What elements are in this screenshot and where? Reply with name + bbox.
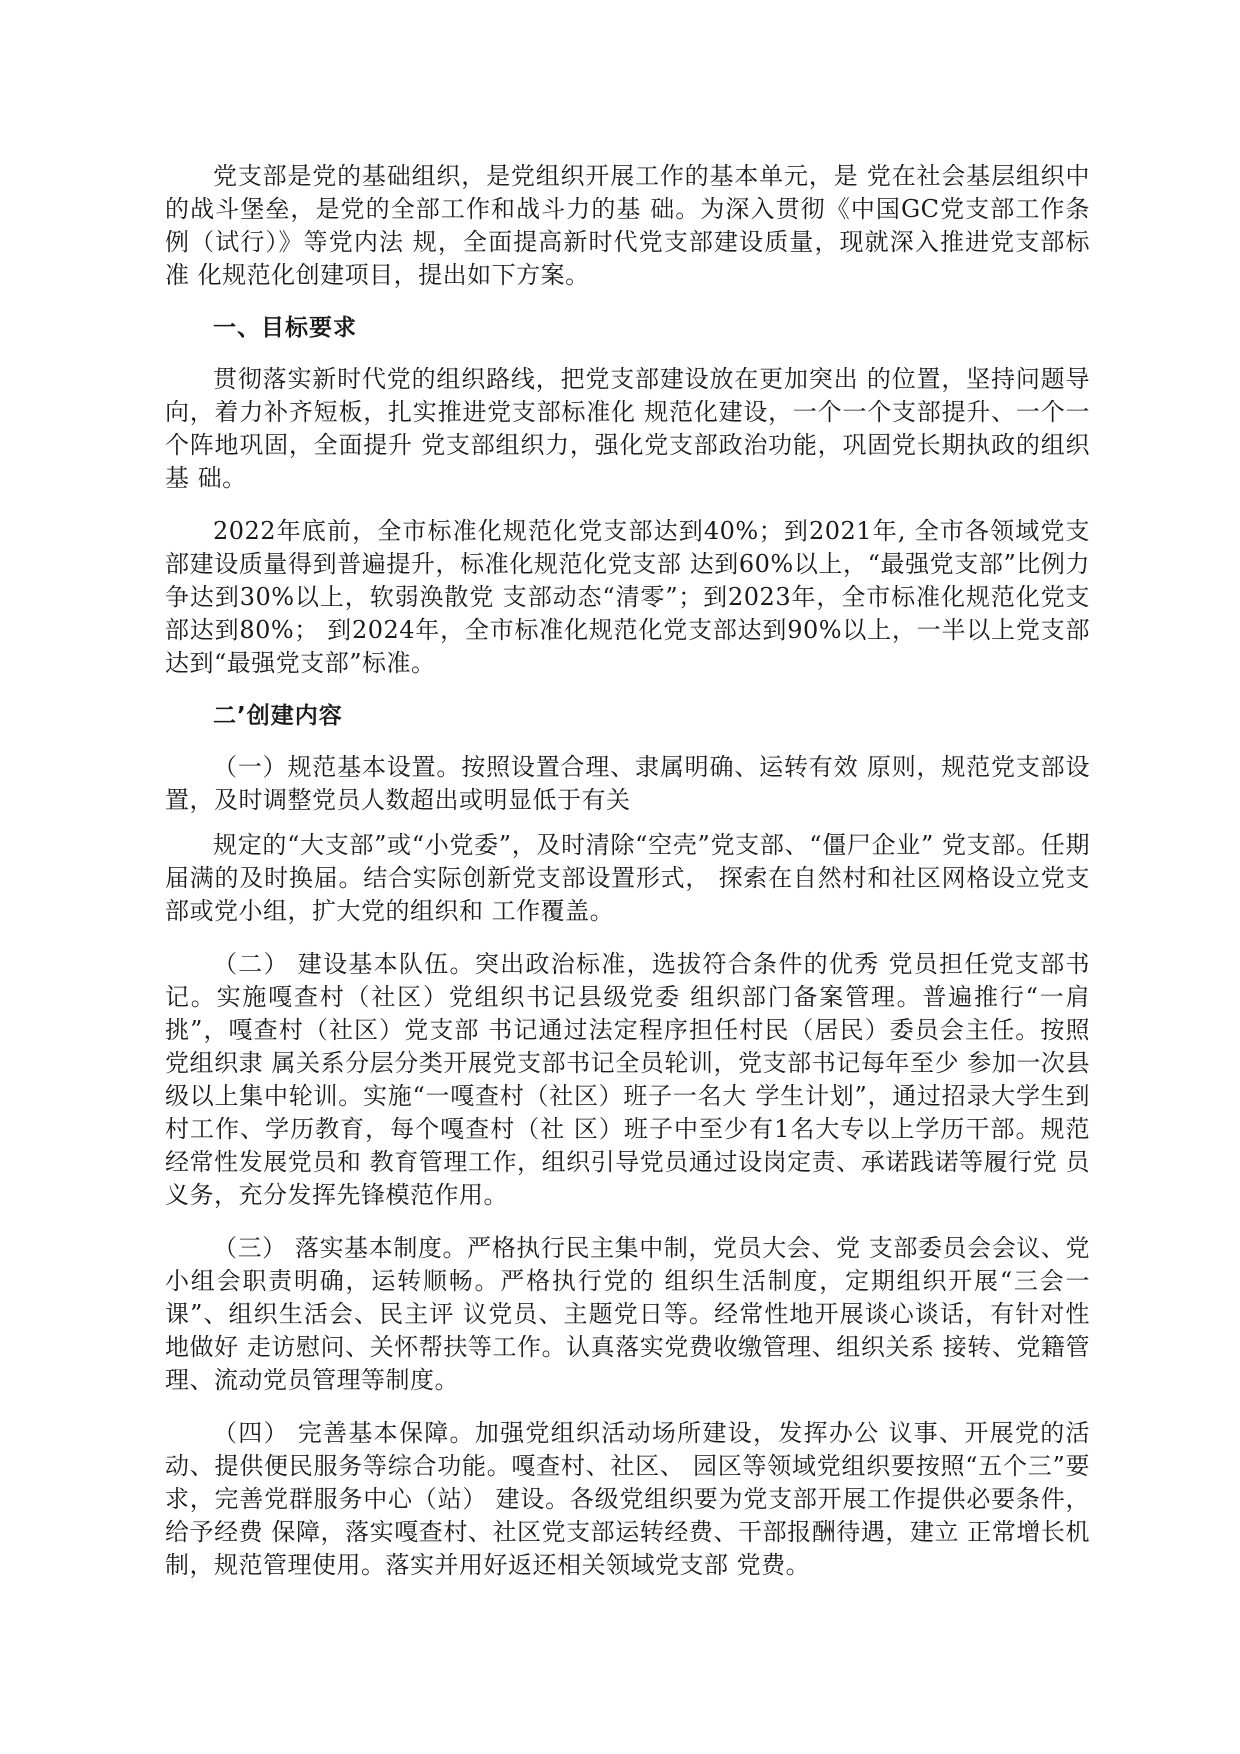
section-heading-goals: 一、目标要求 <box>213 315 357 341</box>
goals-paragraph-2: 2022年底前，全市标准化规范化党支部达到40%；到2021年, 全市各领域党支部建设质量得到普遍提升，标准化规范化党支部 达到60%以上，“最强党支部”比例力争达到30%以上，软弱涣散党 支部动态“清零”；到2023年，全市标准化规范化党支部达到80%； 到2024年，全市标准化规范化党支部达到90%以上，一半以上党支部达到“最强党支部”标准。 <box>165 517 1090 677</box>
document-page <box>165 160 1090 1602</box>
content-item-1-part-a: （一）规范基本设置。按照设置合理、隶属明确、运转有效 原则，规范党支部设置，及时调整党员人数超出或明显低于有关 <box>165 753 1090 814</box>
content-item-4: （四） 完善基本保障。加强党组织活动场所建设，发挥办公 议事、开展党的活动、提供便民服务等综合功能。嘎查村、社区、 园区等领域党组织要按照“五个三”要求，完善党群服务中心（站） 建设。各级党组织要为党支部开展工作提供必要条件，给予经费 保障，落实嘎查村、社区党支部运转经费、干部报酬待遇，建立 正常增长机制，规范管理使用。落实并用好返还相关领域党支部 党费。 <box>165 1419 1090 1579</box>
intro-paragraph: 党支部是党的基础组织，是党组织开展工作的基本单元，是 党在社会基层组织中的战斗堡垒，是党的全部工作和战斗力的基 础。为深入贯彻《中国GC党支部工作条例（试行）》等党内法 规，全面提高新时代党支部建设质量，现就深入推进党支部标准 化规范化创建项目，提出如下方案。 <box>165 162 1090 289</box>
goals-paragraph-1: 贯彻落实新时代党的组织路线，把党支部建设放在更加突出 的位置，坚持问题导向，着力补齐短板，扎实推进党支部标准化 规范化建设，一个一个支部提升、一个一个阵地巩固，全面提升 党支部组织力，强化党支部政治功能，巩固党长期执政的组织基 础。 <box>165 365 1090 492</box>
content-item-3: （三） 落实基本制度。严格执行民主集中制，党员大会、党 支部委员会会议、党小组会职责明确，运转顺畅。严格执行党的 组织生活制度，定期组织开展“三会一课”、组织生活会、民主评 议党员、主题党日等。经常性地开展谈心谈话，有针对性地做好 走访慰问、关怀帮扶等工作。认真落实党费收缴管理、组织关系 接转、党籍管理、流动党员管理等制度。 <box>165 1234 1090 1394</box>
content-item-1-part-b: 规定的“大支部”或“小党委”，及时清除“空壳”党支部、“僵尸企业” 党支部。任期届满的及时换届。结合实际创新党支部设置形式， 探索在自然村和社区网格设立党支部或党小组，扩大党的组织和 工作覆盖。 <box>165 831 1090 925</box>
section-heading-content: 二’创建内容 <box>213 703 343 729</box>
content-item-2: （二） 建设基本队伍。突出政治标准，选拔符合条件的优秀 党员担任党支部书记。实施嘎查村（社区）党组织书记县级党委 组织部门备案管理。普遍推行“一肩挑”，嘎查村（社区）党支部 书记通过法定程序担任村民（居民）委员会主任。按照党组织隶 属关系分层分类开展党支部书记全员轮训，党支部书记每年至少 参加一次县级以上集中轮训。实施“一嘎查村（社区）班子一名大 学生计划”，通过招录大学生到村工作、学历教育，每个嘎查村（社 区）班子中至少有1名大专以上学历干部。规范经常性发展党员和 教育管理工作，组织引导党员通过设岗定责、承诺践诺等履行党 员义务，充分发挥先锋模范作用。 <box>165 950 1090 1209</box>
